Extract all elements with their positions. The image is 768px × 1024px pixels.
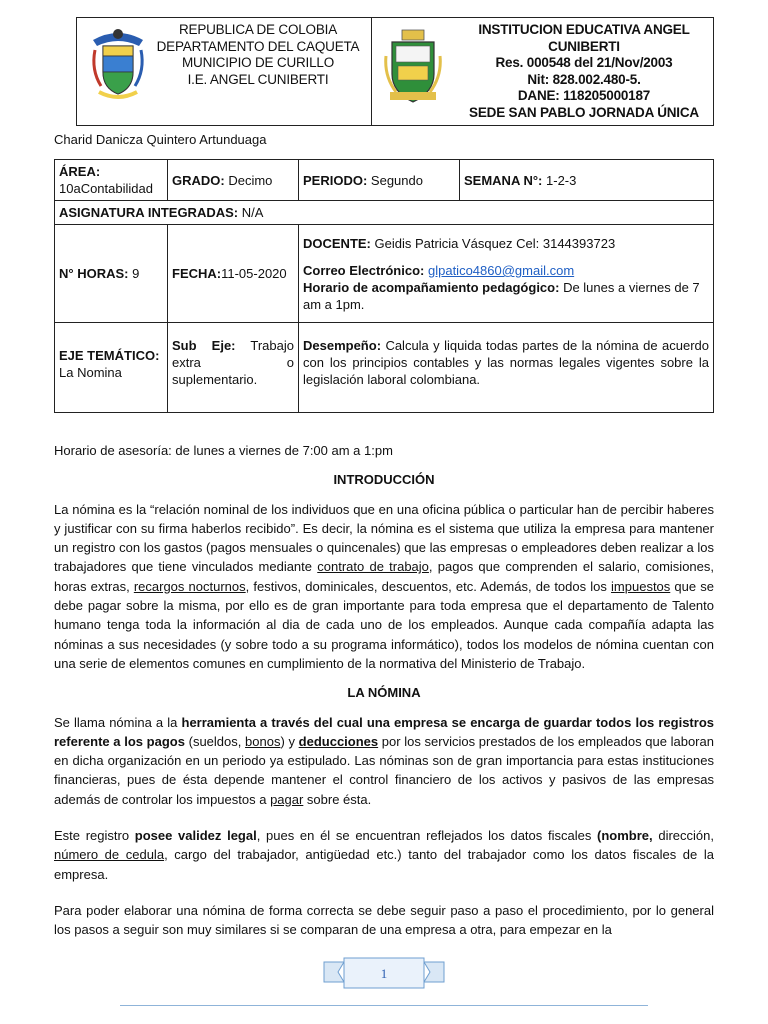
registro-bold-text: (nombre, xyxy=(597,828,653,844)
nomina-text: sobre ésta. xyxy=(303,791,372,807)
document-body xyxy=(54,441,714,940)
header-right-text xyxy=(458,22,710,121)
header-left-text xyxy=(153,22,363,88)
area-label: ÁREA: xyxy=(59,164,101,179)
semana-value: 1-2-3 xyxy=(546,172,577,188)
horas-cell xyxy=(55,225,168,323)
grado-label: GRADO: xyxy=(172,172,225,188)
page-number-badge xyxy=(322,954,446,992)
contrato-link[interactable]: contrato de trabajo xyxy=(317,559,429,575)
nomina-text: Se llama nómina a la xyxy=(54,714,182,730)
area-value: 10aContabilidad xyxy=(59,181,153,196)
pagar-link[interactable]: pagar xyxy=(270,791,304,807)
header-right-line: INSTITUCION EDUCATIVA ANGEL xyxy=(478,22,690,37)
asesoria-text: Horario de asesoría: de lunes a viernes de 7:00 am a 1:pm xyxy=(54,443,393,458)
eje-cell xyxy=(55,323,168,413)
horario-label: Horario de acompañamiento pedagógico: xyxy=(303,280,560,295)
bonos-link[interactable]: bonos xyxy=(245,733,281,749)
nomina-text: por los servicios prestados de los empleados que laboran en dicha organización en un periodo ya estipulado. Las nóminas son de gran importancia para estas instituciones financieras, pues de ésta depende mantener el control financiero de los activos y pasivos de las empresas además de controlar los impuestos a xyxy=(54,733,714,807)
header-right-cell xyxy=(372,18,713,125)
student-name: Charid Danicza Quintero Artunduaga xyxy=(54,132,267,147)
registro-bold-text: posee validez legal xyxy=(134,828,257,844)
docente-value: Geidis Patricia Vásquez Cel: 3144393723 xyxy=(374,236,616,251)
registro-paragraph xyxy=(54,826,714,884)
email-link[interactable]: glpatico4860@gmail.com xyxy=(427,263,575,278)
periodo-cell xyxy=(299,160,460,201)
horas-value: 9 xyxy=(132,266,140,281)
intro-heading: INTRODUCCIÓN xyxy=(333,472,435,488)
nomina-text: ) y xyxy=(280,733,299,749)
desempeno-value: Calcula y liquida todas partes de la nómina de acuerdo con los principios contables y las normas legales vigentes sobre la legislación laboral colombiana. xyxy=(303,338,709,387)
page-number: 1 xyxy=(380,966,388,981)
horas-label: N° HORAS: xyxy=(59,266,129,281)
periodo-label: PERIODO: xyxy=(303,172,368,188)
asignatura-cell xyxy=(55,201,714,225)
header-left-line: DEPARTAMENTO DEL CAQUETA xyxy=(156,38,360,54)
school-crest-icon xyxy=(384,26,442,106)
intro-text: que se debe pagar sobre la misma, por ello es de gran importante para toda empresa que el departamento de Talento humano tenga toda la información al dia de cada uno de los empleados. Aunque cada compañía adapta las nóminas a sus necesidades (y sobre todo a su programa informático), todos los modelos de nómina cuentan con una serie de elementos comunes en cumplimiento de la normativa del Ministerio de Trabajo. xyxy=(54,578,714,671)
registro-text: , cargo del trabajador, antigüedad etc.) tanto del trabajador como los datos fiscales de la empresa. xyxy=(54,847,714,882)
last-paragraph: Para poder elaborar una nómina de forma correcta se debe seguir paso a paso el procedimiento, por lo general los pasos a seguir son muy similares si se comparan de una empresa a otra, para empezar en la xyxy=(54,902,714,938)
desempeno-label: Desempeño: xyxy=(303,338,382,353)
recargos-link[interactable]: recargos nocturnos xyxy=(133,578,246,594)
info-table xyxy=(54,159,714,413)
document-header xyxy=(76,17,714,126)
cedula-link[interactable]: número de cedula xyxy=(54,847,165,863)
intro-text: , festivos, dominicales, descuentos, etc. Además, de todos los xyxy=(245,578,612,594)
eje-label: EJE TEMÁTICO: xyxy=(59,348,160,363)
header-right-line: Nit: 828.002.480-5. xyxy=(527,71,641,87)
fecha-cell xyxy=(168,225,299,323)
subeje-value: Trabajo extra o suplementario. xyxy=(172,338,294,387)
subeje-label: Sub Eje: xyxy=(172,338,236,353)
semana-label: SEMANA N°: xyxy=(464,172,543,188)
nomina-paragraph xyxy=(54,713,714,809)
registro-text: Este registro xyxy=(54,828,135,844)
intro-text: , pagos que comprenden el salario, comisiones, horas extras, xyxy=(54,559,715,594)
header-left-line: MUNICIPIO DE CURILLO xyxy=(181,55,335,70)
nomina-heading: LA NÓMINA xyxy=(347,685,421,701)
colombia-coat-of-arms-icon xyxy=(89,26,147,104)
footer-divider xyxy=(120,1005,648,1006)
grado-cell xyxy=(168,160,299,201)
registro-text: dirección, xyxy=(652,828,714,844)
asignatura-value: N/A xyxy=(241,205,264,220)
header-left-line: I.E. ANGEL CUNIBERTI xyxy=(187,71,329,87)
subeje-cell xyxy=(168,323,299,413)
header-left-line: REPUBLICA DE COLOBIA xyxy=(178,22,338,37)
intro-text: La nómina es la “relación nominal de los individuos que en una oficina pública o particular han de percibir haberes y justificar con su firma haberlos recibido”. Es decir, la nómina es el sistema que utiliza la empresa para mantener un registro con los gastos (pagos mensuales o quincenales) que las empresas o empleadores deben realizar a los trabajadores que tiene vinculados mediante xyxy=(54,501,714,575)
fecha-value: 11-05-2020 xyxy=(221,266,287,281)
header-right-line: Res. 000548 del 21/Nov/2003 xyxy=(495,55,673,70)
asignatura-label: ASIGNATURA INTEGRADAS: xyxy=(59,205,239,220)
semana-cell xyxy=(460,160,714,201)
header-left-cell xyxy=(77,18,372,125)
docente-label: DOCENTE: xyxy=(303,236,371,251)
grado-value: Decimo xyxy=(228,172,273,188)
nomina-bold-text: herramienta a través del cual una empresa se encarga de guardar todos los registros referente a los pagos xyxy=(54,714,714,749)
docente-cell xyxy=(299,225,714,323)
registro-text: , pues en él se encuentran reflejados los datos fiscales xyxy=(256,828,598,844)
eje-value: La Nomina xyxy=(59,365,122,380)
correo-label: Correo Electrónico: xyxy=(303,263,425,278)
impuestos-link[interactable]: impuestos xyxy=(611,578,671,594)
intro-paragraph xyxy=(54,500,714,674)
horario-value: De lunes a viernes de 7 am a 1pm. xyxy=(303,280,700,312)
header-right-line: DANE: 118205000187 xyxy=(517,88,651,103)
nomina-text: (sueldos, xyxy=(184,733,246,749)
area-cell xyxy=(55,160,168,201)
desempeno-cell xyxy=(299,323,714,413)
deducciones-link[interactable]: deducciones xyxy=(298,733,379,749)
header-right-line: CUNIBERTI xyxy=(548,38,620,54)
header-right-line: SEDE SAN PABLO JORNADA ÚNICA xyxy=(469,104,699,120)
periodo-value: Segundo xyxy=(370,172,423,188)
fecha-label: FECHA: xyxy=(172,266,222,281)
